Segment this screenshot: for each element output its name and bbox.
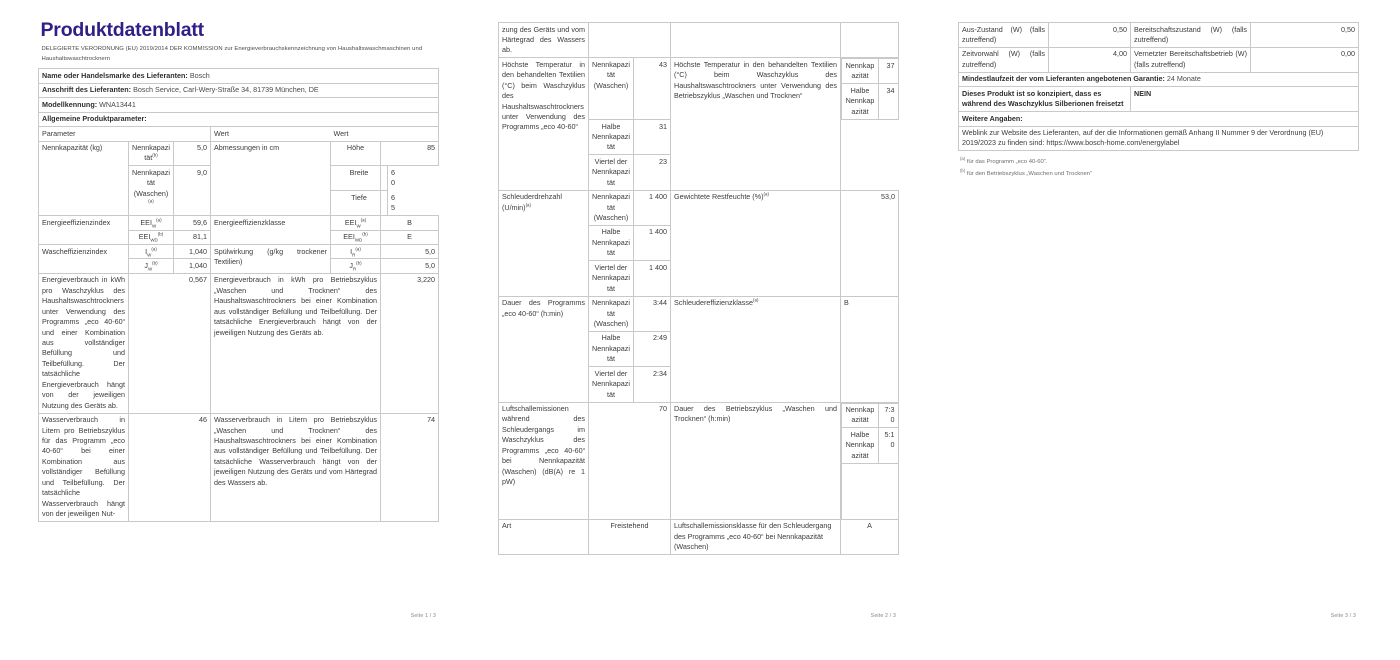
temp-wash-value-2: 31 (634, 120, 671, 155)
delay-start-label: Zeitvorwahl (W) (falls zutreffend) (959, 47, 1049, 72)
wash-eff-row-1 (39, 245, 439, 259)
page-2-table-wrapper (498, 22, 898, 555)
capacity-value-2: 9,0 (174, 166, 211, 216)
duration-cond-2: Halbe Nennkapazität (589, 331, 634, 366)
warranty-cell (959, 72, 1359, 86)
warranty-row (959, 72, 1359, 86)
spin-value-2: 1 400 (634, 225, 671, 260)
capacity-sub-2: Nennkapazität (Waschen)$^{(a)}$ (129, 166, 174, 216)
rinse-label: Spülwirkung (g/kg trockener Textilien) (211, 245, 331, 274)
water-wash-label: Wasserverbrauch in Litern pro Betriebszyklus für das Programm „eco 40-60“ bei einer Kombination aus vollständiger Befüllung und Teilbefüllung. Der tatsächliche Wasserverbrauch hängt von der jeweiligen Nut- (39, 413, 129, 521)
duration-label: Dauer des Programms „eco 40-60“ (h:min) (499, 296, 589, 402)
temp-wash-value-3: 23 (634, 155, 671, 190)
temp-wd-cond-1: Nennkapazität (842, 59, 879, 84)
model-value: WNA13441 (99, 99, 136, 109)
type-value: Freistehend (589, 519, 671, 554)
wd-duration-cond-2: Halbe Nennkapazität (842, 428, 879, 463)
supplier-address-cell (39, 83, 439, 97)
rinse-ir-value: 5,0 (381, 245, 439, 259)
page-2-footer: Seite 2 / 3 (870, 613, 896, 619)
temp-wd-values-wrap (841, 58, 899, 120)
temp-wd-cond-2: Halbe Nennkapazität (842, 84, 879, 119)
spin-value-3: 1 400 (634, 261, 671, 296)
moisture-label: Gewichtete Restfeuchte (%)$^{(a)}$ (671, 190, 841, 296)
energy-wd-value: 3,220 (381, 273, 439, 413)
water-continuation-text: zung des Geräts und vom Härtegrad des Wassers ab. (499, 23, 589, 58)
silver-ions-value: NEIN (1131, 87, 1359, 112)
column-header-row (39, 127, 439, 141)
temp-wd-label: Höchste Temperatur in den behandelten Textilien (°C) beim Waschzyklus des Haushaltswaschtrockners unter Verwendung des Betriebszyklus „Waschen und Trocknen“ (671, 58, 841, 190)
rinse-ir-symbol: $I_R^{(a)}$ (331, 245, 381, 259)
page-2-table (498, 22, 899, 555)
water-cont-spacer-2 (671, 23, 841, 58)
noise-row (499, 402, 899, 519)
page-2 (498, 0, 898, 660)
water-wash-value: 46 (129, 413, 211, 521)
dimensions-label: Abmessungen in cm (211, 141, 331, 216)
noise-label: Luftschallemissionen während des Schleudergangs im Waschzyklus des Programms „eco 40-60“ bei Nennkapazität (Waschen) (dB(A) re 1 pW) (499, 402, 589, 519)
supplier-address-label: Anschrift des Lieferanten: (42, 85, 132, 95)
further-info-row (959, 112, 1359, 126)
spin-cond-2: Halbe Nennkapazität (589, 225, 634, 260)
weblink-cell (959, 126, 1359, 151)
supplier-name-cell (39, 69, 439, 83)
off-mode-row (959, 23, 1359, 48)
supplier-address-value: Bosch Service, Carl-Wery-Straße 34, 81739 München, DE (133, 85, 319, 95)
rinse-jr-value: 5,0 (381, 259, 439, 273)
duration-value-3: 2:34 (634, 367, 671, 402)
page-3 (958, 0, 1358, 660)
duration-value-1: 3:44 (634, 296, 671, 331)
spin-value-1: 1 400 (634, 190, 671, 225)
weblink-url[interactable]: https://www.bosch-home.com/energylabel (1046, 138, 1180, 148)
footnote-list (958, 157, 1358, 179)
warranty-label: Mindestlaufzeit der vom Lieferanten angebotenen Garantie: (962, 74, 1165, 84)
wash-jw-symbol: $J_W^{(b)}$ (129, 259, 174, 273)
model-row (39, 98, 439, 112)
standby-label: Bereitschaftszustand (W) (falls zutreffend) (1131, 23, 1251, 48)
energy-wd-label: Energieverbrauch in kWh pro Betriebszyklus „Waschen und Trocknen“ des Haushaltswaschtrockners bei einer Kombination aus vollständiger Befüllung und Teilbefüllung. Der tatsächliche Energieverbrauch hängt von der jeweiligen Nutzung des Geräts ab. (211, 273, 381, 413)
title-row (39, 20, 439, 45)
temp-wash-label: Höchste Temperatur in den behandelten Textilien (°C) beim Waschzyklus des Haushaltswaschtrockners unter Verwendung des Programms „eco 40-60“ (499, 58, 589, 190)
warranty-value: 24 Monate (1166, 74, 1201, 84)
wd-duration-cond-1: Nennkapazität (842, 403, 879, 428)
further-info-heading: Weitere Angaben: (959, 112, 1359, 126)
page-1-footer: Seite 1 / 3 (410, 613, 436, 619)
eei-wd-symbol: $EEI_{WD}^{(b)}$ (129, 230, 174, 244)
water-consumption-row (39, 413, 439, 521)
param-header-right: Wert (331, 127, 439, 141)
spin-class-value: B (841, 296, 899, 402)
duration-value-2: 2:49 (634, 331, 671, 366)
page-1 (38, 0, 438, 660)
moisture-value: 53,0 (841, 190, 899, 296)
temp-wash-cond-2: Halbe Nennkapazität (589, 120, 634, 155)
general-params-heading: Allgemeine Produktparameter: (39, 112, 439, 126)
weblink-row (959, 126, 1359, 151)
delay-start-row (959, 47, 1359, 72)
wd-duration-value-1: 7:30 (879, 403, 899, 428)
capacity-value-1: 5,0 (174, 141, 211, 166)
capacity-row-1 (39, 141, 439, 166)
page-3-table-wrapper (958, 22, 1358, 180)
page-1-table (38, 20, 439, 522)
eei-row-1 (39, 216, 439, 230)
duration-cond-1: Nennkapazität (Waschen) (589, 296, 634, 331)
spin-class-label: Schleudereffizienzklasse$^{(a)}$ (671, 296, 841, 402)
eeclass-wd-symbol: $EEI_{WD}^{(b)}$ (331, 230, 381, 244)
noise-class-value: A (841, 519, 899, 554)
param-header-left: Parameter (39, 127, 211, 141)
delay-start-value: 4,00 (1049, 47, 1131, 72)
height-label: Höhe (331, 141, 381, 166)
page-title: Produktdatenblatt (40, 19, 204, 41)
water-cont-spacer-1 (589, 23, 671, 58)
page-3-table (958, 22, 1359, 151)
depth-label: Tiefe (351, 192, 367, 202)
water-cont-spacer-3 (841, 23, 899, 58)
water-wd-value: 74 (381, 413, 439, 521)
capacity-sub-1: Nennkapazität$^{(b)}$ (129, 141, 174, 166)
eei-w-symbol: $EEI_W^{(a)}$ (129, 216, 174, 230)
duration-row-1 (499, 296, 899, 331)
supplier-name-row (39, 69, 439, 83)
rinse-jr-symbol: $J_R^{(b)}$ (331, 259, 381, 273)
noise-class-label: Luftschallemissionsklasse für den Schleudergang des Programms „eco 40-60“ bei Nennkapazität (Waschen) (671, 519, 841, 554)
network-standby-label: Vernetzter Bereitschaftsbetrieb (W) (falls zutreffend) (1131, 47, 1251, 72)
page-3-footer: Seite 3 / 3 (1330, 613, 1356, 619)
energy-class-label: Energieeffizienzklasse (211, 216, 331, 245)
supplier-name-value: Bosch (189, 70, 210, 80)
temp-wash-value-1: 43 (634, 58, 671, 120)
temp-wash-cond-3: Viertel der Nennkapazität (589, 155, 634, 190)
eei-label: Energieeffizienzindex (39, 216, 129, 245)
capacity-label: Nennkapazität (kg) (39, 141, 129, 216)
type-label: Art (499, 519, 589, 554)
regulation-cell (39, 45, 439, 68)
wash-jw-value: 1,040 (174, 259, 211, 273)
wash-iw-symbol: $I_W^{(a)}$ (129, 245, 174, 259)
spin-label: Schleuderdrehzahl $(U/\min)^{(a)}$ (499, 190, 589, 296)
spin-cond-1: Nennkapazität (Waschen) (589, 190, 634, 225)
duration-cond-3: Viertel der Nennkapazität (589, 367, 634, 402)
page-1-table-wrapper (38, 20, 438, 522)
supplier-name-label: Name oder Handelsmarke des Lieferanten: (42, 70, 188, 80)
height-value: 85 (381, 141, 439, 166)
eei-w-value: 59,6 (174, 216, 211, 230)
regulation-text: DELEGIERTE VERORDNUNG (EU) 2019/2014 DER KOMMISSION zur Energieverbrauchskennzeichnung von Haushaltswaschmaschinen und Haushaltswaschtrocknern (41, 46, 423, 62)
spin-cond-3: Viertel der Nennkapazität (589, 261, 634, 296)
supplier-address-row (39, 83, 439, 97)
wd-duration-label: Dauer des Betriebszyklus „Waschen und Trocknen“ (h:min) (671, 402, 841, 519)
water-wd-label: Wasserverbrauch in Litern pro Betriebszyklus „Waschen und Trocknen“ des Haushaltswaschtrockners bei einer Kombination aus vollständiger Befüllung und Teilbefüllung. Der tatsächliche Wasserverbrauch hängt von der jeweiligen Nutzung des Geräts und vom Härtegrad des Wassers ab. (211, 413, 381, 521)
wd-duration-filler (842, 463, 899, 519)
model-label: Modellkennung: (42, 99, 98, 109)
eei-wd-value: 81,1 (174, 230, 211, 244)
dim-spacer: Breite 60 Tiefe 65 (331, 166, 381, 216)
energy-consumption-row (39, 273, 439, 413)
footnote-b: $^{(b)}$ für den Betriebszyklus „Waschen und Trocknen“ (960, 167, 1093, 177)
temp-wash-cond-1: Nennkapazität (Waschen) (589, 58, 634, 120)
wd-duration-value-2: 5:10 (879, 428, 899, 463)
off-mode-label: Aus-Zustand (W) (falls zutreffend) (959, 23, 1049, 48)
noise-value: 70 (589, 402, 671, 519)
eeclass-w-symbol: $EEI_W^{(a)}$ (331, 216, 381, 230)
water-continuation-row (499, 23, 899, 58)
temp-wd-value-2: 34 (879, 84, 899, 119)
value-header-left: Wert (211, 127, 331, 141)
energy-wash-value: 0,567 (129, 273, 211, 413)
wash-iw-value: 1,040 (174, 245, 211, 259)
footnote-a: $^{(a)}$ für das Programm „eco 40-60“. (960, 156, 1048, 166)
eeclass-w-value: B (381, 216, 439, 230)
silver-ions-label: Dieses Produkt ist so konzipiert, dass es während des Waschzyklus Silberionen freisetzt (959, 87, 1131, 112)
weblink-label: Weblink zur Website des Lieferanten, auf der die Informationen gemäß Anhang II Nummer 9 der Verordnung (EU) 2019/2023 zu finden sind: (962, 128, 1324, 148)
off-mode-value: 0,50 (1049, 23, 1131, 48)
energy-wash-label: Energieverbrauch in kWh pro Waschzyklus des Haushaltswaschtrockners unter Verwendung des Programms „eco 40-60“ und einer Kombination aus vollständiger Befüllung und Teilbefüllung. Der tatsächliche Energieverbrauch hängt von der jeweiligen Nutzung des Geräts ab. (39, 273, 129, 413)
standby-value: 0,50 (1251, 23, 1359, 48)
title-cell (39, 20, 439, 45)
wd-duration-values-wrap (841, 402, 899, 519)
wash-eff-label: Wascheffizienzindex (39, 245, 129, 274)
eeclass-wd-value: E (381, 230, 439, 244)
network-standby-value: 0,00 (1251, 47, 1359, 72)
temp-row-1 (499, 58, 899, 120)
type-row (499, 519, 899, 554)
temp-wd-value-1: 37 (879, 59, 899, 84)
width-label: Breite (331, 166, 388, 190)
silver-ions-row (959, 87, 1359, 112)
model-cell (39, 98, 439, 112)
general-params-row (39, 112, 439, 126)
regulation-row (39, 45, 439, 68)
spin-row-1 (499, 190, 899, 225)
